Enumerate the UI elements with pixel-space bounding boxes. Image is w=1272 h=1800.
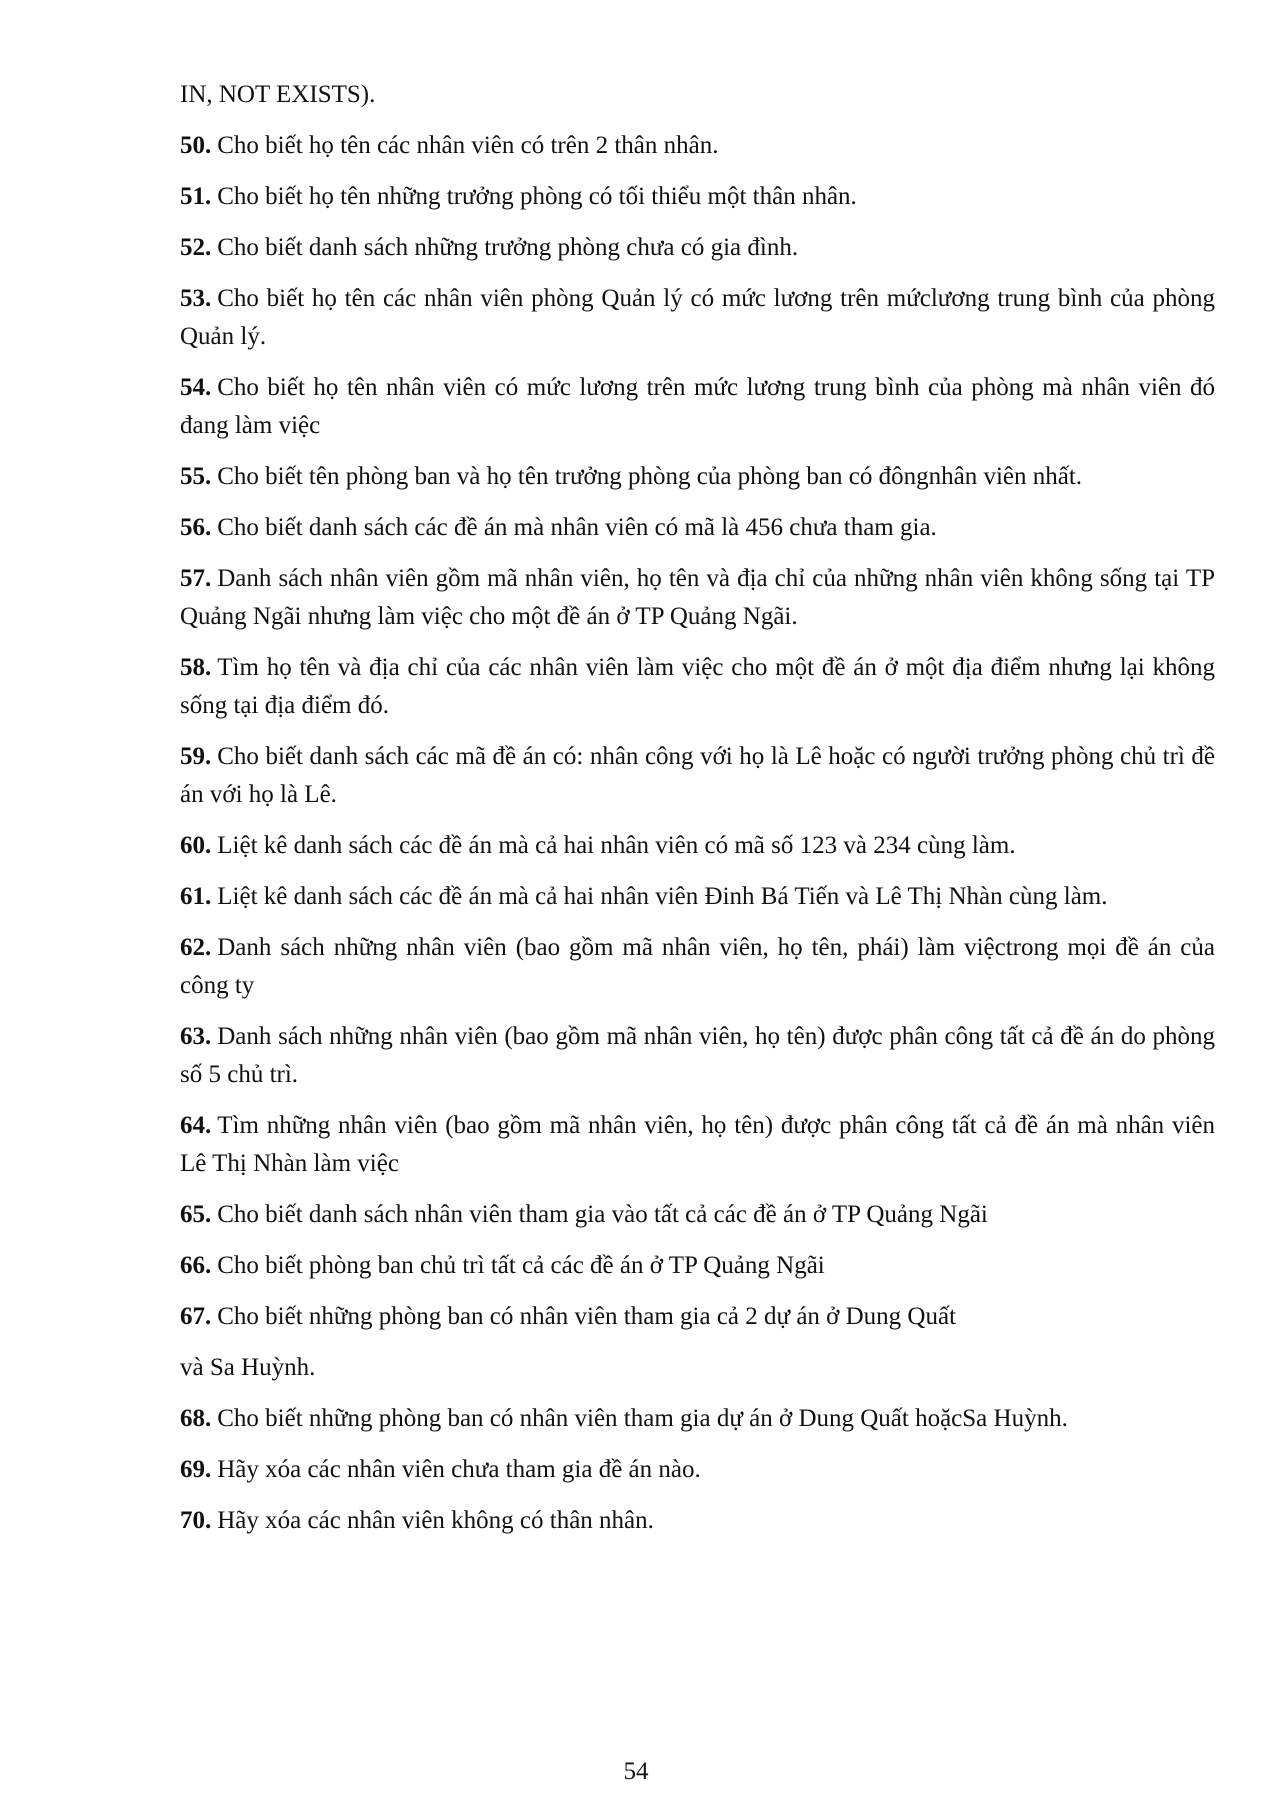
item-number: 63.: [180, 1023, 212, 1050]
item-text: Danh sách nhân viên gồm mã nhân viên, họ tên và địa chỉ của những nhân viên không sống tại TP Quảng Ngãi nhưng làm việc cho một đề án ở TP Quảng Ngãi.: [180, 565, 1215, 630]
page-number: 54: [623, 1758, 649, 1785]
item-text: Liệt kê danh sách các đề án mà cả hai nhân viên có mã số 123 và 234 cùng làm.: [217, 832, 1016, 859]
item-text: Tìm những nhân viên (bao gồm mã nhân viên, họ tên) được phân công tất cả đề án mà nhân viên Lê Thị Nhàn làm việc: [180, 1112, 1215, 1177]
item-number: 52.: [180, 234, 212, 261]
list-item: [180, 827, 1215, 865]
item-text: Cho biết họ tên các nhân viên có trên 2 thân nhân.: [217, 132, 719, 159]
item-number: 50.: [180, 132, 212, 159]
list-item: [180, 127, 1215, 165]
item-text: Hãy xóa các nhân viên không có thân nhân.: [217, 1507, 654, 1534]
list-item: [180, 738, 1215, 814]
item-text: Cho biết danh sách nhân viên tham gia vào tất cả các đề án ở TP Quảng Ngãi: [217, 1201, 988, 1228]
item-text: Cho biết danh sách các đề án mà nhân viên có mã là 456 chưa tham gia.: [217, 514, 937, 541]
item-number: 62.: [180, 934, 212, 961]
item-number: 61.: [180, 883, 212, 910]
item-number: 69.: [180, 1456, 212, 1483]
list-item: [180, 369, 1215, 445]
item-text: Danh sách những nhân viên (bao gồm mã nhân viên, họ tên, phái) làm việctrong mọi đề án của công ty: [180, 934, 1215, 999]
item-number: 67.: [180, 1303, 212, 1330]
document-body: [180, 76, 1215, 1553]
list-item: [180, 878, 1215, 916]
item-continuation: và Sa Huỳnh.: [180, 1354, 316, 1381]
item-number: 56.: [180, 514, 212, 541]
list-item: [180, 1502, 1215, 1540]
item-number: 65.: [180, 1201, 212, 1228]
item-text: Danh sách những nhân viên (bao gồm mã nhân viên, họ tên) được phân công tất cả đề án do phòng số 5 chủ trì.: [180, 1023, 1215, 1088]
item-text: Cho biết danh sách các mã đề án có: nhân công với họ là Lê hoặc có người trưởng phòng chủ trì đề án với họ là Lê.: [180, 743, 1215, 808]
item-text: Cho biết họ tên các nhân viên phòng Quản lý có mức lương trên mứclương trung bình của phòng Quản lý.: [180, 285, 1215, 350]
item-number: 66.: [180, 1252, 212, 1279]
item-text: Tìm họ tên và địa chỉ của các nhân viên làm việc cho một đề án ở một địa điểm nhưng lại không sống tại địa điểm đó.: [180, 654, 1215, 719]
item-number: 59.: [180, 743, 212, 770]
item-text: Hãy xóa các nhân viên chưa tham gia đề án nào.: [217, 1456, 701, 1483]
list-item: [180, 929, 1215, 1005]
list-item: [180, 1196, 1215, 1234]
item-number: 70.: [180, 1507, 212, 1534]
list-item: [180, 1247, 1215, 1285]
item-number: 60.: [180, 832, 212, 859]
item-text: Liệt kê danh sách các đề án mà cả hai nhân viên Đinh Bá Tiến và Lê Thị Nhàn cùng làm.: [217, 883, 1108, 910]
list-item: [180, 458, 1215, 496]
list-item: [180, 509, 1215, 547]
item-number: 58.: [180, 654, 212, 681]
item-text: Cho biết danh sách những trưởng phòng chưa có gia đình.: [217, 234, 799, 261]
item-text: Cho biết họ tên nhân viên có mức lương trên mức lương trung bình của phòng mà nhân viên đó đang làm việc: [180, 374, 1215, 439]
item-number: 54.: [180, 374, 212, 401]
item-text: Cho biết phòng ban chủ trì tất cả các đề án ở TP Quảng Ngãi: [217, 1252, 825, 1279]
list-item: [180, 649, 1215, 725]
item-number: 64.: [180, 1112, 212, 1139]
list-item: [180, 1451, 1215, 1489]
list-item: [180, 1018, 1215, 1094]
item-text: Cho biết những phòng ban có nhân viên tham gia dự án ở Dung Quất hoặcSa Huỳnh.: [217, 1405, 1068, 1432]
list-item: [180, 280, 1215, 356]
list-item: [180, 1298, 1215, 1336]
item-number: 55.: [180, 463, 212, 490]
item-number: 51.: [180, 183, 212, 210]
item-number: 57.: [180, 565, 212, 592]
item-number: 68.: [180, 1405, 212, 1432]
item-text: Cho biết những phòng ban có nhân viên tham gia cả 2 dự án ở Dung Quất: [217, 1303, 957, 1330]
continuation-text: IN, NOT EXISTS).: [180, 81, 376, 108]
list-item: [180, 229, 1215, 267]
item-number: 53.: [180, 285, 212, 312]
item-text: Cho biết tên phòng ban và họ tên trưởng phòng của phòng ban có đôngnhân viên nhất.: [217, 463, 1083, 490]
list-item: [180, 178, 1215, 216]
list-item: [180, 1107, 1215, 1183]
list-item: [180, 560, 1215, 636]
list-item: [180, 1400, 1215, 1438]
item-text: Cho biết họ tên những trưởng phòng có tối thiểu một thân nhân.: [217, 183, 857, 210]
